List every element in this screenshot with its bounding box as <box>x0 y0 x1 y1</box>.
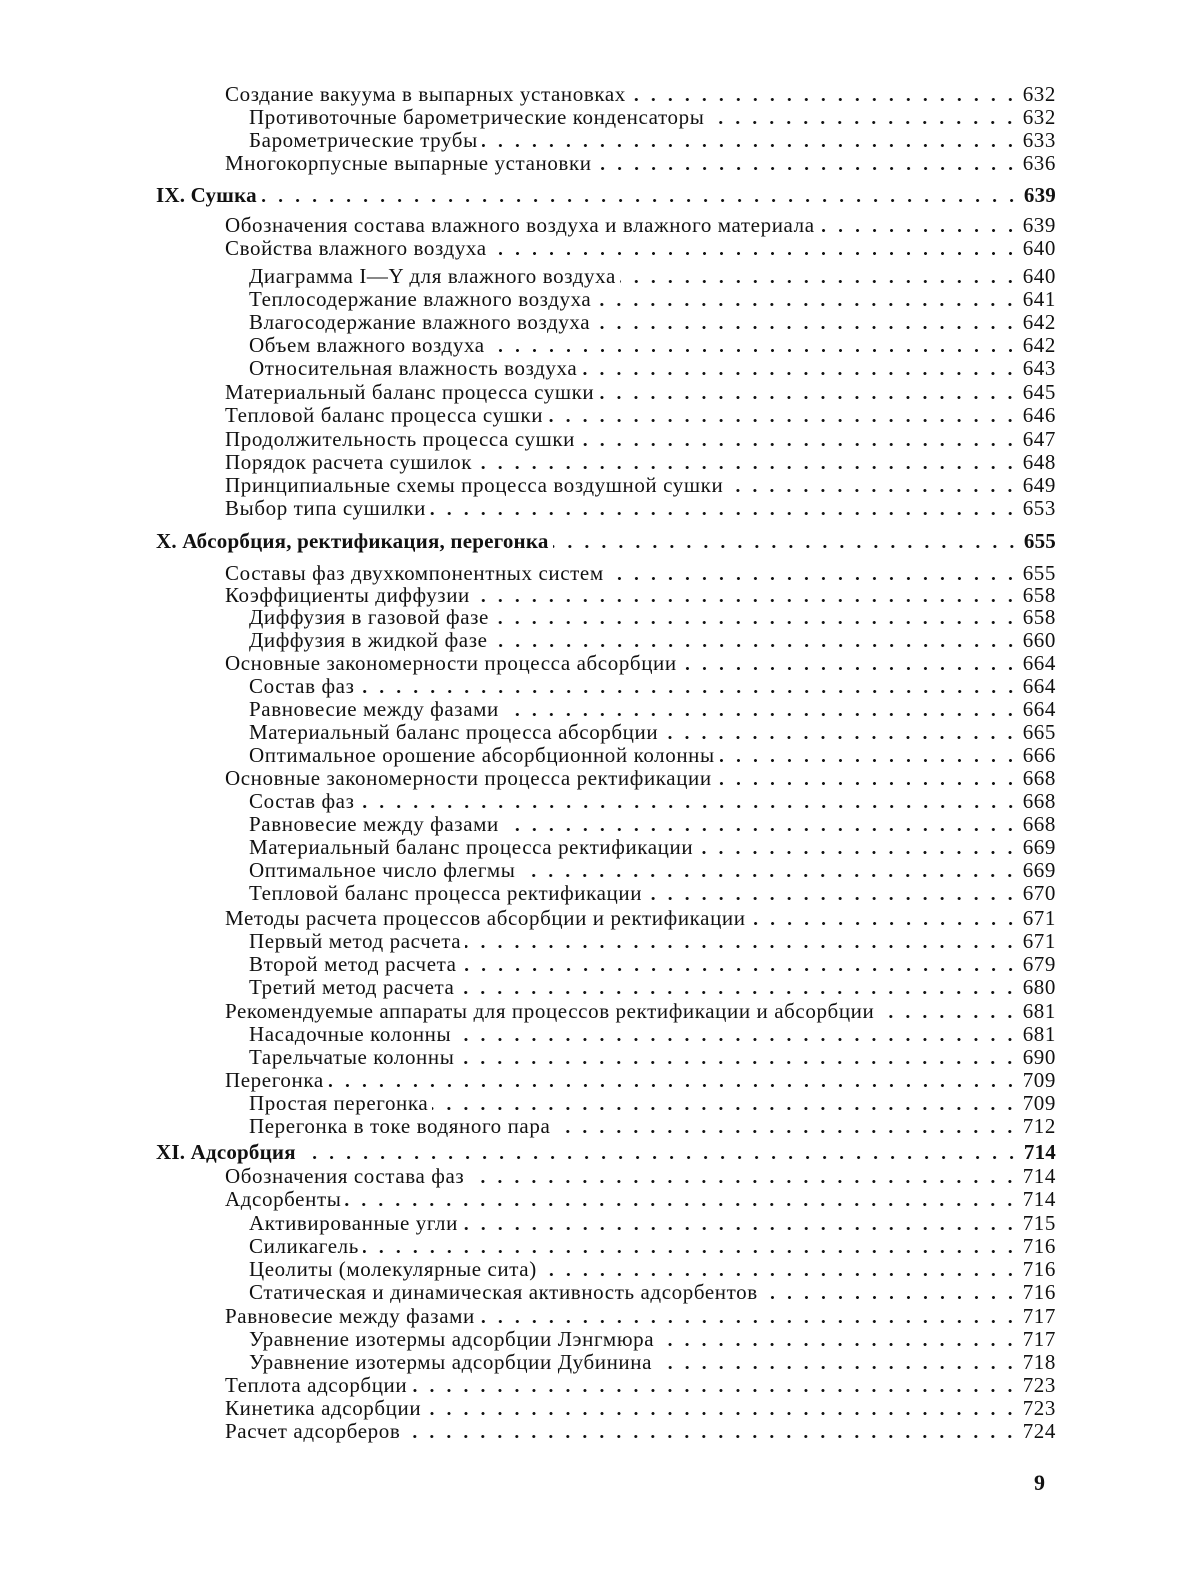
dot-leader <box>697 850 1018 855</box>
entry-page-number: 642 <box>1022 310 1056 334</box>
subsection-entry <box>249 288 1056 311</box>
entry-title: Барометрические трубы <box>249 128 478 152</box>
chapter-entry <box>156 530 1056 553</box>
entry-title: Статическая и динамическая активность адсорбентов <box>249 1280 758 1304</box>
dot-leader <box>491 251 1019 256</box>
entry-title: Тепловой баланс процесса ректификации <box>249 881 643 905</box>
entry-page-number: 717 <box>1022 1327 1056 1351</box>
section-entry <box>225 562 1056 585</box>
subsection-entry <box>249 744 1056 767</box>
entry-page-number: 664 <box>1022 697 1056 721</box>
dot-leader <box>411 1388 1018 1393</box>
entry-page-number: 714 <box>1022 1164 1056 1188</box>
entry-title: Обозначения состава влажного воздуха и влажного материала <box>225 213 815 237</box>
entry-page-number: 643 <box>1022 356 1056 380</box>
section-entry <box>225 451 1056 474</box>
entry-title: Кинетика адсорбции <box>225 1396 422 1420</box>
entry-title: Выбор типа сушилки <box>225 496 426 520</box>
dot-leader <box>658 1342 1019 1347</box>
dot-leader <box>363 1249 1019 1254</box>
dot-leader <box>581 371 1018 376</box>
dot-leader <box>708 120 1018 125</box>
entry-title: Третий метод расчета <box>249 975 455 999</box>
entry-page-number: 709 <box>1022 1091 1056 1115</box>
section-entry <box>225 428 1056 451</box>
entry-page-number: 681 <box>1022 1022 1056 1046</box>
dot-leader <box>458 990 1018 995</box>
entry-title: Свойства влажного воздуха <box>225 236 487 260</box>
dot-leader <box>482 143 1019 148</box>
entry-page-number: 671 <box>1022 906 1056 930</box>
entry-title: XI. Адсорбция <box>156 1140 296 1164</box>
entry-title: Второй метод расчета <box>249 952 457 976</box>
entry-page-number: 640 <box>1022 236 1056 260</box>
entry-title: IX. Сушка <box>156 183 257 207</box>
entry-page-number: 665 <box>1022 720 1056 744</box>
page-number: 9 <box>1034 1470 1045 1495</box>
dot-leader <box>541 1272 1019 1277</box>
entry-page-number: 658 <box>1022 583 1056 607</box>
entry-title: Простая перегонка <box>249 1091 429 1115</box>
dot-leader <box>594 325 1019 330</box>
entry-page-number: 653 <box>1022 496 1056 520</box>
dot-leader <box>503 712 1019 717</box>
entry-page-number: 716 <box>1022 1280 1056 1304</box>
section-entry <box>225 1165 1056 1188</box>
section-entry <box>225 497 1056 520</box>
dot-leader <box>479 1319 1019 1324</box>
entry-title: Объем влажного воздуха <box>249 333 485 357</box>
section-entry <box>225 652 1056 675</box>
entry-title: Цеолиты (молекулярные сита) <box>249 1257 537 1281</box>
subsection-entry <box>249 1328 1056 1351</box>
subsection-entry <box>249 1115 1056 1138</box>
dot-leader <box>489 348 1019 353</box>
section-entry <box>225 907 1056 930</box>
entry-page-number: 647 <box>1022 427 1056 451</box>
subsection-entry <box>249 1281 1056 1304</box>
dot-leader <box>261 198 1020 203</box>
entry-page-number: 636 <box>1022 151 1056 175</box>
dot-leader <box>493 620 1019 625</box>
section-entry <box>225 214 1056 237</box>
dot-leader <box>608 576 1019 581</box>
dot-leader <box>719 758 1019 763</box>
entry-title: Расчет адсорберов <box>225 1419 401 1443</box>
entry-title: Противоточные барометрические конденсаторы <box>249 105 705 129</box>
dot-leader <box>328 1083 1019 1088</box>
entry-page-number: 718 <box>1022 1350 1056 1374</box>
entry-page-number: 655 <box>1023 529 1056 553</box>
entry-page-number: 658 <box>1022 605 1056 629</box>
entry-page-number: 716 <box>1022 1234 1056 1258</box>
section-entry <box>225 1397 1056 1420</box>
section-entry <box>225 1374 1056 1397</box>
subsection-entry <box>249 606 1056 629</box>
dot-leader <box>681 666 1019 671</box>
entry-title: Рекомендуемые аппараты для процессов ректификации и абсорбции <box>225 999 875 1023</box>
entry-title: Создание вакуума в выпарных установках <box>225 82 626 106</box>
section-entry <box>225 152 1056 175</box>
section-entry <box>225 404 1056 427</box>
entry-title: Составы фаз двухкомпонентных систем <box>225 561 604 585</box>
chapter-entry <box>156 1141 1056 1164</box>
dot-leader <box>716 781 1019 786</box>
entry-title: Перегонка в токе водяного пара <box>249 1114 551 1138</box>
entry-title: Состав фаз <box>249 674 355 698</box>
entry-page-number: 723 <box>1022 1396 1056 1420</box>
entry-page-number: 633 <box>1022 128 1056 152</box>
entry-page-number: 709 <box>1022 1068 1056 1092</box>
subsection-entry <box>249 1092 1056 1115</box>
subsection-entry <box>249 790 1056 813</box>
entry-page-number: 649 <box>1022 473 1056 497</box>
dot-leader <box>468 1179 1018 1184</box>
entry-page-number: 671 <box>1022 929 1056 953</box>
entry-page-number: 714 <box>1022 1187 1056 1211</box>
entry-title: Методы расчета процессов абсорбции и ректификации <box>225 906 746 930</box>
dot-leader <box>819 228 1019 233</box>
entry-page-number: 668 <box>1022 812 1056 836</box>
entry-page-number: 640 <box>1022 264 1056 288</box>
entry-title: Равновесие между фазами <box>249 697 499 721</box>
dot-leader <box>345 1202 1018 1207</box>
section-entry <box>225 1305 1056 1328</box>
subsection-entry <box>249 1046 1056 1069</box>
entry-title: Теплота адсорбции <box>225 1373 408 1397</box>
subsection-entry <box>249 106 1056 129</box>
dot-leader <box>553 544 1020 549</box>
dot-leader <box>630 97 1019 102</box>
dot-leader <box>762 1295 1019 1300</box>
subsection-entry <box>249 953 1056 976</box>
entry-title: Обозначения состава фаз <box>225 1164 465 1188</box>
entry-page-number: 632 <box>1022 105 1056 129</box>
subsection-entry <box>249 882 1056 905</box>
dot-leader <box>547 418 1019 423</box>
entry-page-number: 645 <box>1022 380 1056 404</box>
entry-page-number: 639 <box>1022 213 1056 237</box>
subsection-entry <box>249 836 1056 859</box>
dot-leader <box>359 804 1019 809</box>
entry-page-number: 632 <box>1022 82 1056 106</box>
entry-page-number: 664 <box>1022 651 1056 675</box>
section-entry <box>225 1188 1056 1211</box>
dot-leader <box>462 1226 1019 1231</box>
entry-page-number: 714 <box>1023 1140 1056 1164</box>
entry-page-number: 641 <box>1022 287 1056 311</box>
dot-leader <box>461 967 1019 972</box>
entry-title: Многокорпусные выпарные установки <box>225 151 592 175</box>
subsection-entry <box>249 129 1056 152</box>
dot-leader <box>579 442 1019 447</box>
dot-leader <box>432 1106 1018 1111</box>
entry-page-number: 670 <box>1022 881 1056 905</box>
subsection-entry <box>249 1212 1056 1235</box>
dot-leader <box>404 1434 1018 1439</box>
entry-title: Равновесие между фазами <box>249 812 499 836</box>
section-entry <box>225 237 1056 260</box>
section-entry <box>225 83 1056 106</box>
entry-title: Уравнение изотермы адсорбции Дубинина <box>249 1350 653 1374</box>
entry-page-number: 679 <box>1022 952 1056 976</box>
entry-page-number: 715 <box>1022 1211 1056 1235</box>
entry-page-number: 668 <box>1022 789 1056 813</box>
entry-title: Уравнение изотермы адсорбции Лэнгмюра <box>249 1327 655 1351</box>
section-entry <box>225 767 1056 790</box>
dot-leader <box>598 395 1018 400</box>
subsection-entry <box>249 930 1056 953</box>
entry-title: Адсорбенты <box>225 1187 342 1211</box>
entry-title: Основные закономерности процесса абсорбции <box>225 651 677 675</box>
entry-title: Диффузия в газовой фазе <box>249 605 489 629</box>
entry-title: Тарельчатые колонны <box>249 1045 455 1069</box>
entry-page-number: 646 <box>1022 403 1056 427</box>
subsection-entry <box>249 1235 1056 1258</box>
dot-leader <box>596 166 1019 171</box>
entry-page-number: 717 <box>1022 1304 1056 1328</box>
dot-leader <box>455 1037 1018 1042</box>
entry-title: Равновесие между фазами <box>225 1304 475 1328</box>
entry-title: Материальный баланс процесса сушки <box>225 380 595 404</box>
entry-title: Материальный баланс процесса ректификации <box>249 835 694 859</box>
entry-page-number: 639 <box>1023 183 1056 207</box>
dot-leader <box>359 689 1019 694</box>
dot-leader <box>503 827 1019 832</box>
dot-leader <box>662 735 1018 740</box>
entry-title: Коэффициенты диффузии <box>225 583 470 607</box>
section-entry <box>225 1000 1056 1023</box>
section-entry <box>225 584 1056 607</box>
section-entry <box>225 474 1056 497</box>
dot-leader <box>554 1129 1018 1134</box>
subsection-entry <box>249 1023 1056 1046</box>
dot-leader <box>492 643 1019 648</box>
subsection-entry <box>249 1351 1056 1374</box>
subsection-entry <box>249 859 1056 882</box>
entry-title: Влагосодержание влажного воздуха <box>249 310 591 334</box>
entry-title: Тепловой баланс процесса сушки <box>225 403 544 427</box>
entry-page-number: 669 <box>1022 835 1056 859</box>
entry-title: Теплосодержание влажного воздуха <box>249 287 592 311</box>
entry-title: Относительная влажность воздуха <box>249 356 578 380</box>
entry-page-number: 648 <box>1022 450 1056 474</box>
dot-leader <box>878 1014 1018 1019</box>
entry-page-number: 660 <box>1022 628 1056 652</box>
entry-page-number: 680 <box>1022 975 1056 999</box>
dot-leader <box>300 1155 1020 1160</box>
subsection-entry <box>249 813 1056 836</box>
entry-page-number: 655 <box>1022 561 1056 585</box>
entry-page-number: 712 <box>1022 1114 1056 1138</box>
dot-leader <box>474 598 1019 603</box>
subsection-entry <box>249 334 1056 357</box>
dot-leader <box>465 944 1018 949</box>
entry-title: Состав фаз <box>249 789 355 813</box>
subsection-entry <box>249 629 1056 652</box>
dot-leader <box>646 896 1019 901</box>
subsection-entry <box>249 1258 1056 1281</box>
dot-leader <box>750 921 1019 926</box>
subsection-entry <box>249 976 1056 999</box>
dot-leader <box>620 279 1019 284</box>
entry-title: Материальный баланс процесса абсорбции <box>249 720 659 744</box>
subsection-entry <box>249 675 1056 698</box>
entry-title: Первый метод расчета <box>249 929 462 953</box>
entry-page-number: 681 <box>1022 999 1056 1023</box>
entry-page-number: 669 <box>1022 858 1056 882</box>
entry-page-number: 666 <box>1022 743 1056 767</box>
dot-leader <box>458 1060 1018 1065</box>
entry-title: Диффузия в жидкой фазе <box>249 628 488 652</box>
dot-leader <box>476 465 1019 470</box>
entry-title: Активированные угли <box>249 1211 458 1235</box>
entry-title: Порядок расчета сушилок <box>225 450 473 474</box>
dot-leader <box>656 1365 1019 1370</box>
entry-page-number: 724 <box>1022 1419 1056 1443</box>
entry-page-number: 642 <box>1022 333 1056 357</box>
entry-page-number: 690 <box>1022 1045 1056 1069</box>
entry-title: Оптимальное число флегмы <box>249 858 516 882</box>
section-entry <box>225 381 1056 404</box>
entry-title: Основные закономерности процесса ректификации <box>225 766 712 790</box>
dot-leader <box>425 1411 1018 1416</box>
dot-leader <box>519 873 1018 878</box>
entry-title: Продолжительность процесса сушки <box>225 427 575 451</box>
entry-title: Принципиальные схемы процесса воздушной сушки <box>225 473 724 497</box>
chapter-entry <box>156 184 1056 207</box>
section-entry <box>225 1420 1056 1443</box>
subsection-entry <box>249 357 1056 380</box>
subsection-entry <box>249 311 1056 334</box>
subsection-entry <box>249 721 1056 744</box>
entry-title: Насадочные колонны <box>249 1022 452 1046</box>
subsection-entry <box>249 265 1056 288</box>
entry-page-number: 723 <box>1022 1373 1056 1397</box>
entry-title: Силикагель <box>249 1234 359 1258</box>
subsection-entry <box>249 698 1056 721</box>
dot-leader <box>727 488 1018 493</box>
entry-title: X. Абсорбция, ректификация, перегонка <box>156 529 549 553</box>
dot-leader <box>595 302 1018 307</box>
entry-title: Диаграмма I—Y для влажного воздуха <box>249 264 616 288</box>
entry-title: Перегонка <box>225 1068 324 1092</box>
dot-leader <box>430 511 1019 516</box>
entry-page-number: 664 <box>1022 674 1056 698</box>
entry-title: Оптимальное орошение абсорбционной колонны <box>249 743 715 767</box>
entry-page-number: 716 <box>1022 1257 1056 1281</box>
entry-page-number: 668 <box>1022 766 1056 790</box>
section-entry <box>225 1069 1056 1092</box>
